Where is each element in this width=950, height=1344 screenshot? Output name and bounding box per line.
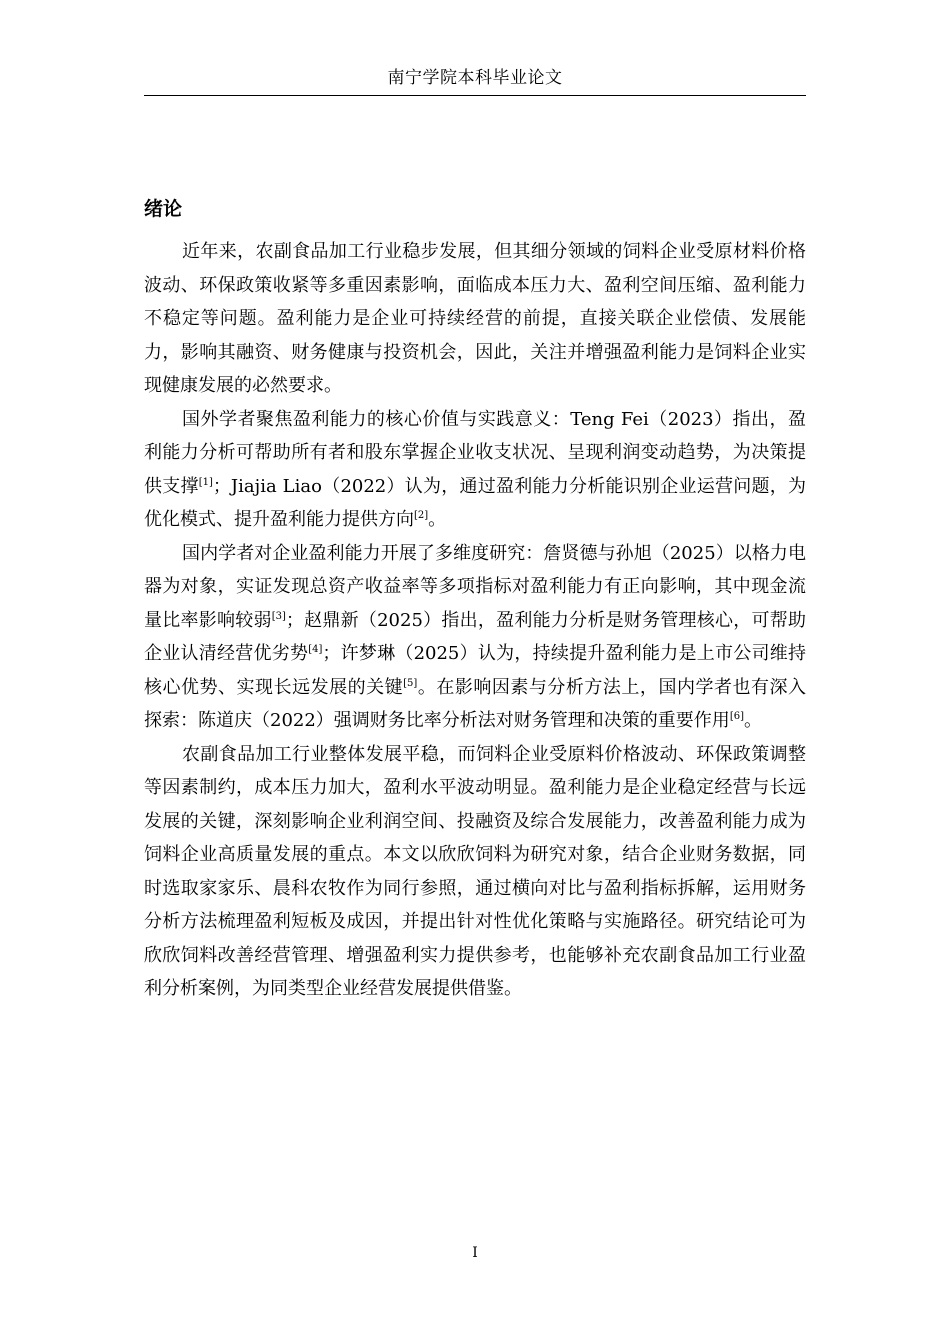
citation-marker: [1]	[198, 476, 213, 488]
paragraph-text: 。	[743, 710, 762, 731]
paragraph-text: ；许梦琳（2025）认为，持续提升盈利能力是上市公司维持核心优势、实现长远发展的关键	[144, 643, 806, 698]
section-heading: 绪论	[144, 198, 183, 220]
paragraph-foreign-research	[144, 403, 806, 537]
citation-marker: [3]	[271, 610, 286, 622]
citation-marker: [2]	[414, 510, 429, 521]
paragraph-text: 。	[428, 509, 447, 530]
citation-marker: [5]	[403, 677, 418, 689]
paragraph-text: ；赵鼎新（2025）指出，盈利能力分析是财务管理核心，可帮助企业认清经营优劣势	[144, 609, 806, 664]
page-number: I	[472, 1245, 478, 1261]
citation-marker: [4]	[308, 644, 323, 655]
paragraph-text: 国外学者聚焦盈利能力的核心价值与实践意义：Teng Fei（2023）指出，盈利能力分析可帮助所有者和股东掌握企业收支状况、呈现利润变动趋势，为决策提供支撑	[144, 408, 806, 497]
paragraph-text: 农副食品加工行业整体发展平稳，而饲料企业受原料价格波动、环保政策调整等因素制约，成本压力加大，盈利水平波动明显。盈利能力是企业稳定经营与长远发展的关键，深刻影响企业利润空间、投融资及综合发展能力，改善盈利能力成为饲料企业高质量发展的重点。本文以欣欣饲料为研究对象，结合企业财务数据，同时选取家家乐、晨科农牧作为同行参照，通过横向对比与盈利指标拆解，运用财务分析方法梳理盈利短板及成因，并提出针对性优化策略与实施路径。研究结论可为欣欣饲料改善经营管理、增强盈利实力提供参考，也能够补充农副食品加工行业盈利分析案例，为同类型企业经营发展提供借鉴。	[144, 743, 806, 999]
citation-marker: [6]	[729, 711, 744, 722]
page-header	[144, 66, 806, 96]
body-text	[144, 235, 806, 1006]
paragraph-intro	[144, 235, 806, 403]
paragraph-text: ；Jiajia Liao（2022）认为，通过盈利能力分析能识别企业运营问题，为优化模式、提升盈利能力提供方向	[144, 475, 806, 530]
paragraph-text: 国内学者对企业盈利能力开展了多维度研究：詹贤德与孙旭（2025）以格力电器为对象，实证发现总资产收益率等多项指标对盈利能力有正向影响，其中现金流量比率影响较弱	[144, 542, 806, 631]
paragraph-text: 近年来，农副食品加工行业稳步发展，但其细分领域的饲料企业受原材料价格波动、环保政策收紧等多重因素影响，面临成本压力大、盈利空间压缩、盈利能力不稳定等问题。盈利能力是企业可持续经营的前提，直接关联企业偿债、发展能力，影响其融资、财务健康与投资机会，因此，关注并增强盈利能力是饲料企业实现健康发展的必然要求。	[144, 241, 806, 396]
paragraph-domestic-research	[144, 537, 806, 738]
thesis-header-title: 南宁学院本科毕业论文	[387, 68, 563, 88]
paragraph-study-overview	[144, 738, 806, 1006]
paragraph-text: 。在影响因素与分析方法上，国内学者也有深入探索：陈道庆（2022）强调财务比率分析法对财务管理和决策的重要作用	[144, 676, 807, 731]
